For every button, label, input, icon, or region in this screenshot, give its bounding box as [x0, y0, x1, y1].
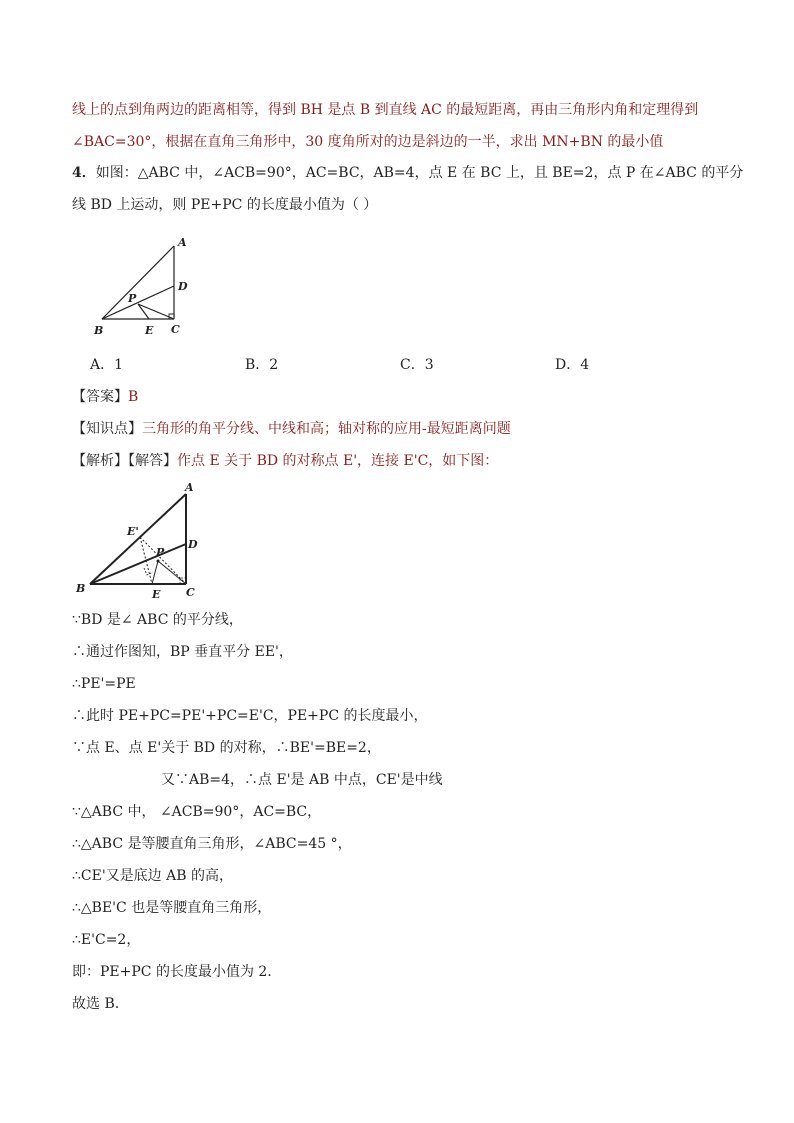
knowledge-tag: 【知识点】	[72, 421, 142, 437]
option-c: C．3	[400, 357, 434, 373]
solution-line-11: ∴E'C=2，	[72, 932, 141, 948]
question-line-2: 线 BD 上运动，则 PE+PC 的长度最小值为（ ）	[72, 197, 378, 213]
fig1-label-A: A	[178, 236, 187, 249]
analysis-line	[72, 452, 498, 470]
question-text-1: 如图：△ABC 中，∠ACB=90°，AC=BC，AB=4，点 E 在 BC 上，且 BE=2，点 P 在∠ABC 的平分	[95, 165, 744, 181]
fig2-label-D: D	[188, 538, 198, 551]
solution-line-6: 又∵AB=4，∴点 E'是 AB 中点，CE'是中线	[161, 772, 443, 788]
fig1-label-E: E	[145, 324, 154, 337]
fig2-label-E: E	[152, 588, 161, 601]
fig1-line-BA	[102, 246, 174, 319]
solution-line-1: ∵BD 是∠ ABC 的平分线，	[72, 612, 243, 628]
option-d: D．4	[555, 357, 590, 373]
fig2-label-C: C	[186, 586, 195, 599]
option-a: A．1	[90, 357, 124, 373]
fig1-label-D: D	[178, 280, 188, 293]
analysis-value: 作点 E 关于 BD 的对称点 E'，连接 E'C，如下图：	[177, 453, 499, 469]
fig1-label-P: P	[128, 292, 137, 305]
fig2-label-A: A	[185, 481, 194, 494]
figure-1-triangle	[90, 236, 230, 346]
solution-line-10: ∴△BE'C 也是等腰直角三角形，	[72, 900, 272, 916]
question-line-1	[72, 164, 743, 182]
fig1-label-C: C	[171, 323, 180, 336]
option-b: B．2	[245, 357, 279, 373]
fig2-line-BA	[90, 494, 186, 584]
answer-line	[72, 388, 138, 406]
solution-line-9: ∴CE'又是底边 AB 的高，	[72, 868, 233, 884]
fig2-label-Ep: E'	[127, 525, 139, 538]
answer-value: B	[128, 389, 139, 405]
fig2-label-P: P	[156, 546, 165, 559]
figure-2-triangle	[72, 482, 232, 607]
fig2-line-BD	[90, 544, 186, 584]
solution-line-2: ∴通过作图知，BP 垂直平分 EE'，	[72, 644, 293, 660]
solution-line-8: ∴△ABC 是等腰直角三角形，∠ABC=45 °，	[72, 836, 352, 852]
solution-line-12: 即：PE+PC 的长度最小值为 2.	[72, 964, 272, 980]
fig2-line-PE	[152, 561, 158, 584]
knowledge-value: 三角形的角平分线、中线和高；轴对称的应用-最短距离问题	[142, 421, 511, 437]
intro-line-1: 线上的点到角两边的距离相等，得到 BH 是点 B 到直线 AC 的最短距离，再由三角形内角和定理得到	[72, 102, 699, 118]
fig2-point-P	[157, 560, 160, 563]
question-number: 4．	[72, 165, 96, 181]
solution-line-13: 故选 B.	[72, 996, 120, 1012]
solution-line-7: ∵△ABC 中， ∠ACB=90°，AC=BC，	[72, 804, 322, 820]
solution-line-3: ∴PE'=PE	[72, 676, 136, 692]
fig2-label-B: B	[76, 582, 86, 595]
intro-line-2: ∠BAC=30°，根据在直角三角形中，30 度角所对的边是斜边的一半，求出 MN+BN 的最小值	[72, 134, 664, 150]
fig2-line-EpE	[140, 537, 152, 584]
solution-line-5: ∵点 E、点 E'关于 BD 的对称，∴BE'=BE=2，	[72, 740, 381, 756]
fig2-line-PC	[158, 561, 186, 584]
fig1-label-B: B	[94, 324, 104, 337]
knowledge-line	[72, 420, 511, 438]
answer-tag: 【答案】	[72, 389, 128, 405]
solution-line-4: ∴此时 PE+PC=PE'+PC=E'C，PE+PC 的长度最小，	[72, 708, 428, 724]
analysis-tag: 【解析】【解答】	[72, 453, 177, 469]
